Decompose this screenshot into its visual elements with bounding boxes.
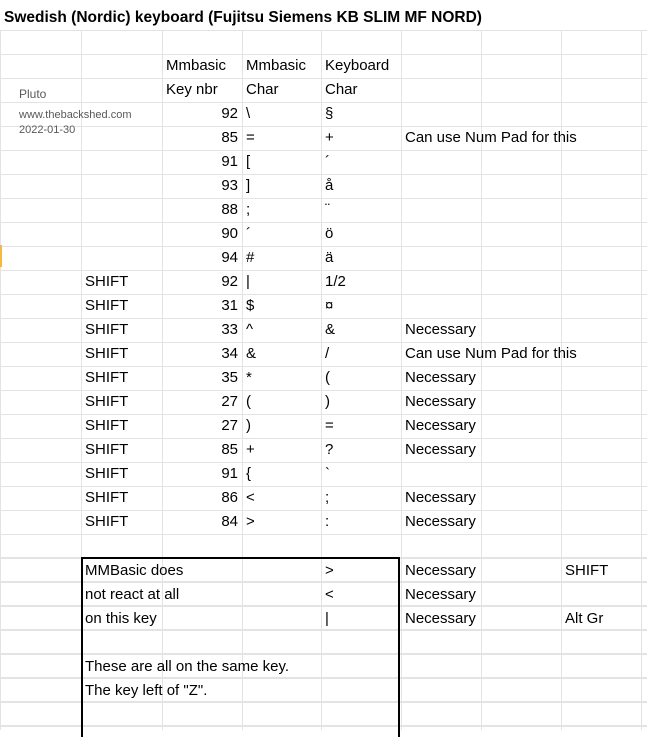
keyboard-char-cell[interactable]: ´	[325, 153, 330, 170]
box-text-cell[interactable]: MMBasic does	[85, 562, 184, 579]
mmbasic-char-cell[interactable]: ´	[246, 225, 251, 242]
keyboard-char-cell[interactable]: ¤	[325, 297, 334, 314]
key-number-cell[interactable]: 92	[221, 105, 238, 122]
mmbasic-char-cell[interactable]: ;	[246, 201, 251, 218]
sheet-title[interactable]: Swedish (Nordic) keyboard (Fujitsu Siemens KB SLIM MF NORD)	[4, 9, 482, 26]
note-cell[interactable]: Necessary	[405, 441, 476, 458]
box-keyboard-char-cell[interactable]: <	[325, 586, 334, 603]
keyboard-char-cell[interactable]: +	[325, 129, 334, 146]
box-note-cell[interactable]: Necessary	[405, 586, 476, 603]
box-keyboard-char-cell[interactable]: |	[325, 610, 329, 627]
mmbasic-char-cell[interactable]: ^	[246, 321, 254, 338]
key-number-cell[interactable]: 90	[221, 225, 238, 242]
note-cell[interactable]: Necessary	[405, 369, 476, 386]
key-number-cell[interactable]: 34	[221, 345, 238, 362]
keyboard-char-cell[interactable]: (	[325, 369, 330, 386]
key-number-cell[interactable]: 84	[221, 513, 238, 530]
note-cell[interactable]: Can use Num Pad for this	[405, 345, 577, 362]
keyboard-char-cell[interactable]: ¨	[325, 201, 330, 218]
key-number-cell[interactable]: 33	[221, 321, 238, 338]
note-cell[interactable]: Necessary	[405, 489, 476, 506]
header-mm-char-1[interactable]: Mmbasic	[246, 57, 307, 74]
keyboard-char-cell[interactable]: :	[325, 513, 330, 530]
note-cell[interactable]: Necessary	[405, 393, 476, 410]
keyboard-char-cell[interactable]: 1/2	[325, 273, 346, 290]
modifier-cell[interactable]: SHIFT	[85, 417, 129, 434]
key-number-cell[interactable]: 93	[221, 177, 238, 194]
bordered-note-box	[81, 557, 400, 737]
keyboard-char-cell[interactable]: ;	[325, 489, 330, 506]
mmbasic-char-cell[interactable]: |	[246, 273, 250, 290]
mmbasic-char-cell[interactable]: *	[246, 369, 252, 386]
modifier-cell[interactable]: SHIFT	[85, 321, 129, 338]
mmbasic-char-cell[interactable]: ]	[246, 177, 251, 194]
note-cell[interactable]: Necessary	[405, 513, 476, 530]
keyboard-char-cell[interactable]: )	[325, 393, 330, 410]
mmbasic-char-cell[interactable]: <	[246, 489, 255, 506]
box-explanation-line[interactable]: These are all on the same key.	[85, 658, 289, 675]
key-number-cell[interactable]: 85	[221, 129, 238, 146]
key-number-cell[interactable]: 88	[221, 201, 238, 218]
modifier-cell[interactable]: SHIFT	[85, 273, 129, 290]
box-note-cell[interactable]: Necessary	[405, 610, 476, 627]
box-text-cell[interactable]: on this key	[85, 610, 157, 627]
key-number-cell[interactable]: 85	[221, 441, 238, 458]
header-key-nbr-2[interactable]: Key nbr	[166, 81, 218, 98]
author-name[interactable]: Pluto	[19, 87, 47, 101]
mmbasic-char-cell[interactable]: {	[246, 465, 252, 482]
mmbasic-char-cell[interactable]: +	[246, 441, 255, 458]
note-cell[interactable]: Necessary	[405, 417, 476, 434]
key-number-cell[interactable]: 35	[221, 369, 238, 386]
box-text-cell[interactable]: not react at all	[85, 586, 180, 603]
key-number-cell[interactable]: 92	[221, 273, 238, 290]
mmbasic-char-cell[interactable]: [	[246, 153, 251, 170]
note-cell[interactable]: Necessary	[405, 321, 476, 338]
note-cell[interactable]: Can use Num Pad for this	[405, 129, 577, 146]
keyboard-char-cell[interactable]: `	[325, 465, 330, 482]
modifier-cell[interactable]: SHIFT	[85, 489, 129, 506]
keyboard-char-cell[interactable]: =	[325, 417, 334, 434]
modifier-cell[interactable]: SHIFT	[85, 369, 129, 386]
modifier-cell[interactable]: SHIFT	[85, 465, 129, 482]
keyboard-char-cell[interactable]: å	[325, 177, 334, 194]
mmbasic-char-cell[interactable]: >	[246, 513, 255, 530]
keyboard-char-cell[interactable]: ä	[325, 249, 334, 266]
keyboard-char-cell[interactable]: ö	[325, 225, 334, 242]
modifier-cell[interactable]: SHIFT	[85, 297, 129, 314]
key-number-cell[interactable]: 91	[221, 465, 238, 482]
modifier-cell[interactable]: SHIFT	[85, 393, 129, 410]
mmbasic-char-cell[interactable]: )	[246, 417, 251, 434]
header-mm-char-2[interactable]: Char	[246, 81, 279, 98]
mmbasic-char-cell[interactable]: &	[246, 345, 257, 362]
box-keyboard-char-cell[interactable]: >	[325, 562, 334, 579]
active-row-marker	[0, 245, 2, 267]
keyboard-char-cell[interactable]: ?	[325, 441, 334, 458]
key-number-cell[interactable]: 86	[221, 489, 238, 506]
box-modifier-cell[interactable]: Alt Gr	[565, 610, 604, 627]
author-site[interactable]: www.thebackshed.com	[19, 109, 132, 121]
key-number-cell[interactable]: 94	[221, 249, 238, 266]
key-number-cell[interactable]: 27	[221, 393, 238, 410]
header-key-nbr-1[interactable]: Mmbasic	[166, 57, 227, 74]
modifier-cell[interactable]: SHIFT	[85, 345, 129, 362]
key-number-cell[interactable]: 27	[221, 417, 238, 434]
header-kb-char-1[interactable]: Keyboard	[325, 57, 390, 74]
mmbasic-char-cell[interactable]: =	[246, 129, 255, 146]
key-number-cell[interactable]: 31	[221, 297, 238, 314]
mmbasic-char-cell[interactable]: #	[246, 249, 255, 266]
author-date[interactable]: 2022-01-30	[19, 124, 76, 136]
mmbasic-char-cell[interactable]: \	[246, 105, 251, 122]
key-number-cell[interactable]: 91	[221, 153, 238, 170]
mmbasic-char-cell[interactable]: (	[246, 393, 251, 410]
keyboard-char-cell[interactable]: &	[325, 321, 336, 338]
modifier-cell[interactable]: SHIFT	[85, 441, 129, 458]
box-explanation-line[interactable]: The key left of "Z".	[85, 682, 208, 699]
modifier-cell[interactable]: SHIFT	[85, 513, 129, 530]
header-kb-char-2[interactable]: Char	[325, 81, 358, 98]
keyboard-char-cell[interactable]: §	[325, 105, 334, 122]
box-modifier-cell[interactable]: SHIFT	[565, 562, 609, 579]
keyboard-char-cell[interactable]: /	[325, 345, 330, 362]
box-note-cell[interactable]: Necessary	[405, 562, 476, 579]
mmbasic-char-cell[interactable]: $	[246, 297, 255, 314]
